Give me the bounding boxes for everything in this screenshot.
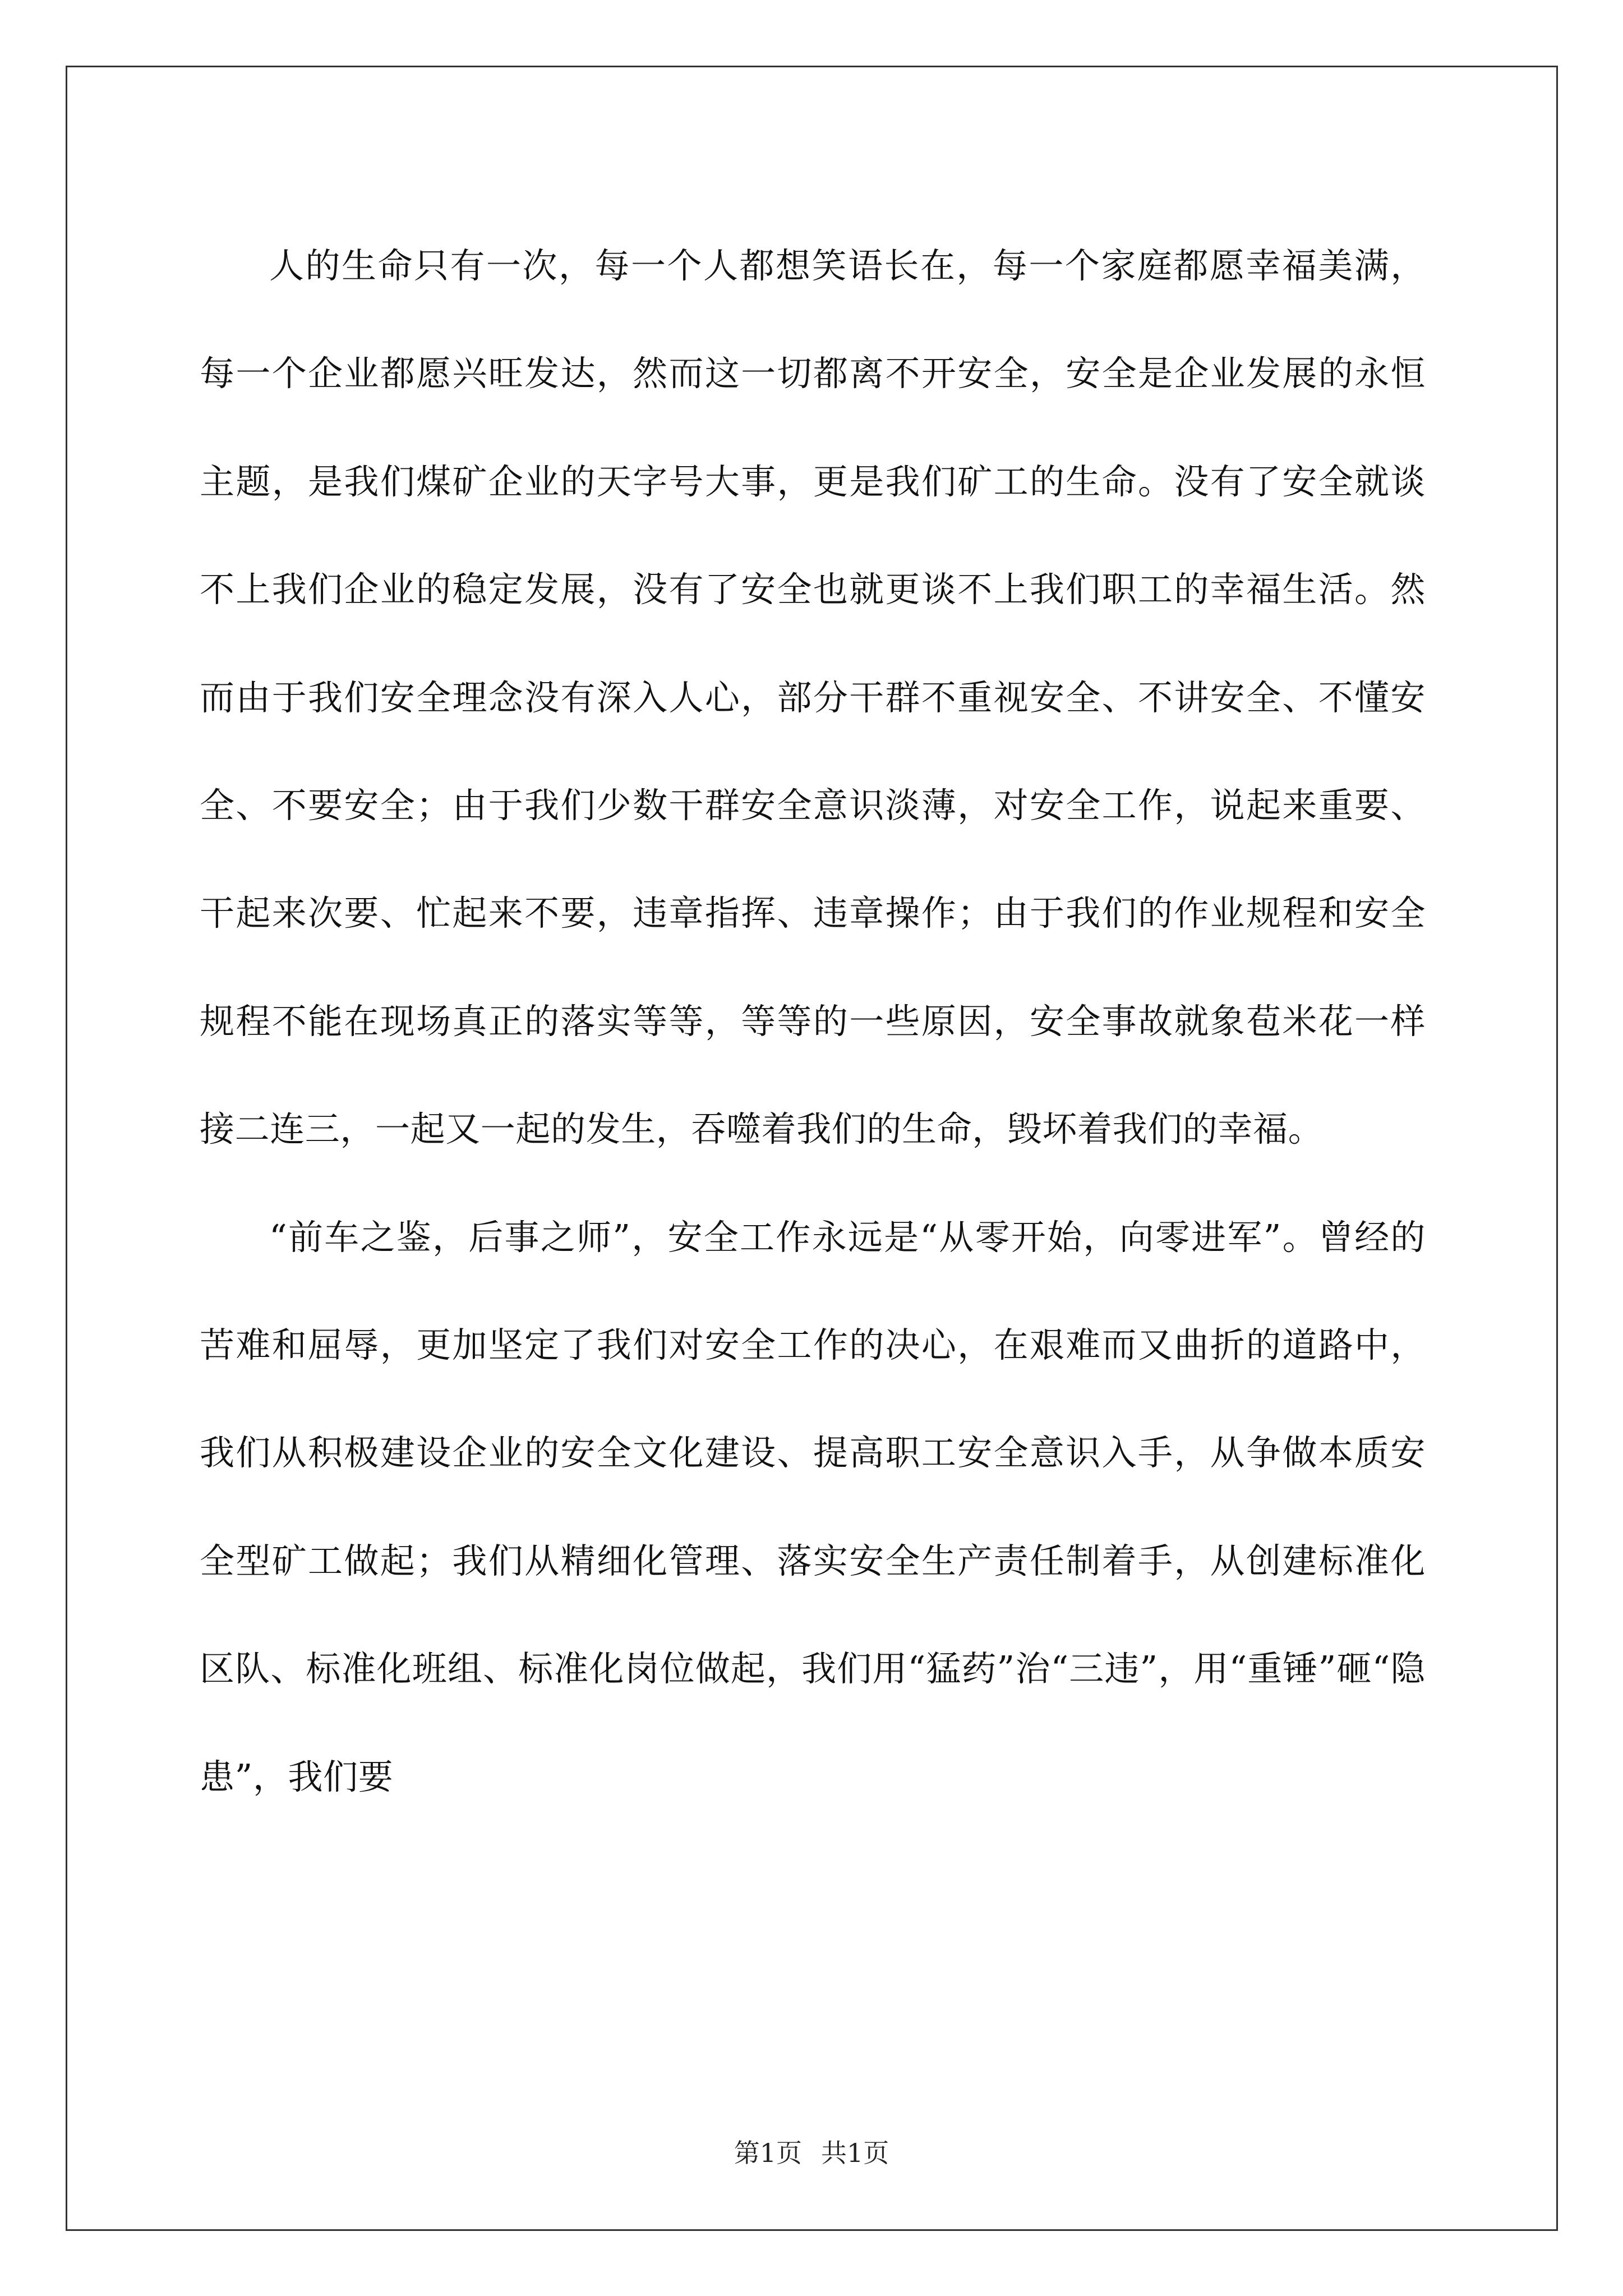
page-footer	[0, 2136, 1623, 2170]
page-total: 共1页	[821, 2138, 889, 2168]
paragraph-1: 人的生命只有一次，每一个人都想笑语长在，每一个家庭都愿幸福美满，每一个企业都愿兴旺发达，然而这一切都离不开安全，安全是企业发展的永恒主题，是我们煤矿企业的天字号大事，更是我们矿工的生命。没有了安全就谈不上我们企业的稳定发展，没有了安全也就更谈不上我们职工的幸福生活。然而由于我们安全理念没有深入人心，部分干群不重视安全、不讲安全、不懂安全、不要安全；由于我们少数干群安全意识淡薄，对安全工作，说起来重要、干起来次要、忙起来不要，违章指挥、违章操作；由于我们的作业规程和安全规程不能在现场真正的落实等等，等等的一些原因，安全事故就象苞米花一样接二连三，一起又一起的发生，吞噬着我们的生命，毁坏着我们的幸福。	[200, 245, 1426, 1150]
paragraph-2: “前车之鉴，后事之师”，安全工作永远是“从零开始，向零进军”。曾经的苦难和屈辱，更加坚定了我们对安全工作的决心，在艰难而又曲折的道路中，我们从积极建设企业的安全文化建设、提高职工安全意识入手，从争做本质安全型矿工做起；我们从精细化管理、落实安全生产责任制着手，从创建标准化区队、标准化班组、标准化岗位做起，我们用“猛药”治“三违”，用“重锤”砸“隐患”，我们要	[200, 1216, 1426, 1797]
page-number: 第1页	[734, 2138, 802, 2168]
document-body	[200, 212, 1426, 1831]
